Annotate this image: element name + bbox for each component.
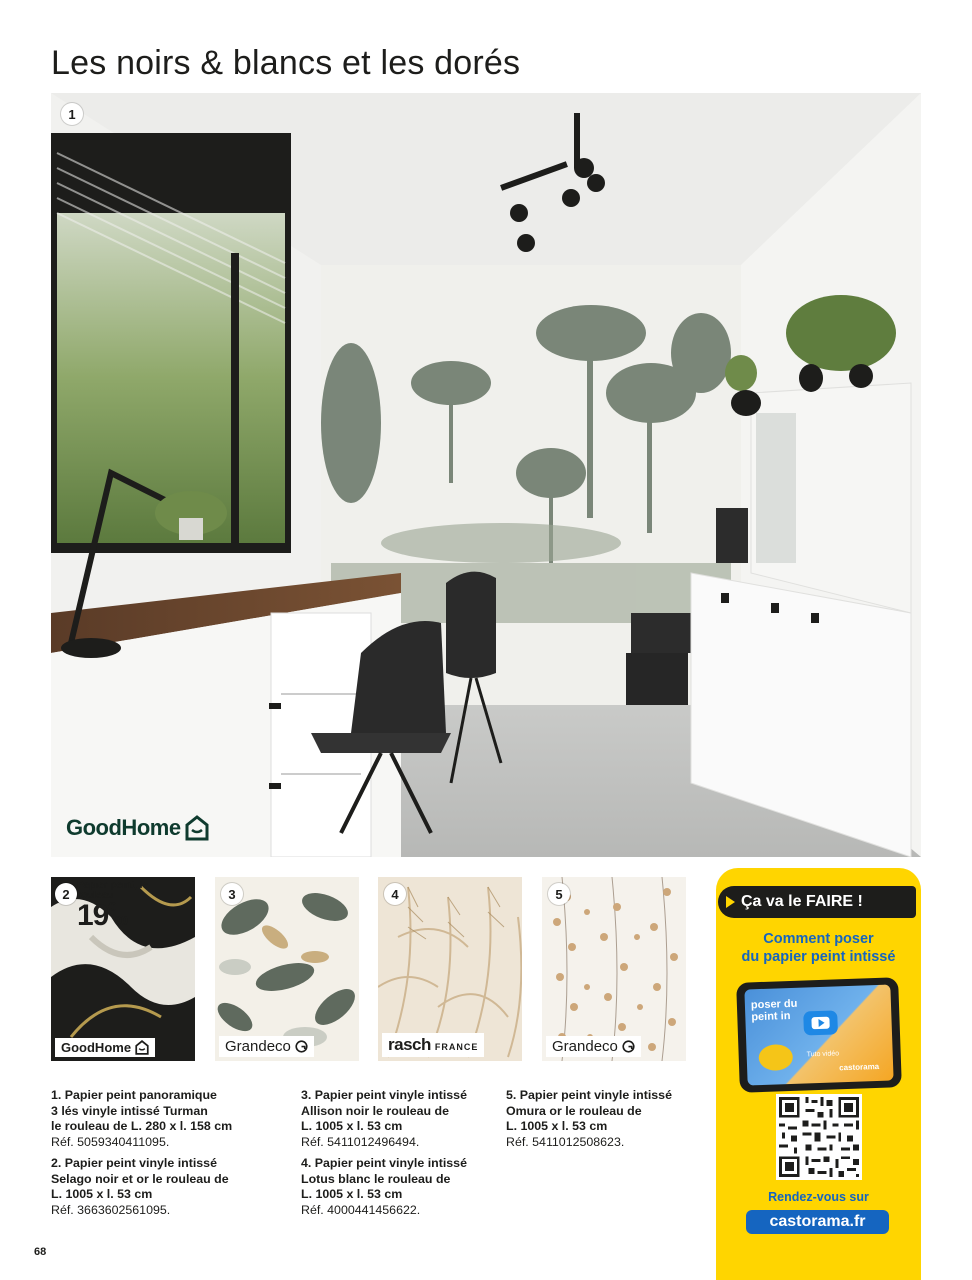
page-number: 68 [34,1246,47,1258]
caption-ref: Réf. 5411012496494. [301,1134,420,1149]
price-label: Papier peint, le rouleau [77,880,149,901]
qr-code-icon [776,1094,862,1180]
caption-ref: Réf. 5411012508623. [506,1134,625,1149]
castorama-site-link[interactable]: castorama.fr [746,1210,889,1234]
caption-title-line: 3. Papier peint vinyle intissé [301,1088,467,1102]
caption-title-line: 2. Papier peint vinyle intissé [51,1156,217,1170]
rasch-brand-tag [382,1033,484,1057]
caption-title-line: L. 1005 x l. 53 cm [51,1187,153,1201]
price-currency: € [108,899,115,914]
goodhome-logo-text: GoodHome [66,815,181,840]
caption-title-line: 1. Papier peint panoramique [51,1088,217,1102]
promo-heading-line: du papier peint intissé [741,949,896,965]
caption-title-line: le rouleau de L. 280 x l. 158 cm [51,1119,233,1133]
promo-heading-line: Comment poser [763,931,874,947]
diy-video-promo [716,868,921,1280]
grandeco-brand-tag [546,1036,641,1057]
play-arrow-icon [726,896,735,908]
office-scene-illustration [51,93,921,857]
swatch-lotus [378,877,522,1061]
swatch-omura [542,877,686,1061]
caption-1 [51,1088,232,1150]
goodhome-brand-tag [55,1038,155,1057]
brand-suffix: FRANCE [434,1042,479,1052]
caption-title-line: Omura or le rouleau de [506,1103,642,1118]
tablet-screen [744,984,893,1085]
caption-title-line: Allison noir le rouleau de [301,1103,450,1118]
caption-4 [301,1156,467,1218]
page-title: Les noirs & blancs et les dorés [51,44,521,82]
tablet-brand: castorama [839,1061,880,1073]
hero-number-badge: 1 [61,103,83,125]
promo-footer-text: Rendez-vous sur [768,1190,869,1204]
qr-code[interactable] [776,1094,862,1180]
caption-title-line: Lotus blanc le rouleau de [301,1171,451,1186]
brand-name: GoodHome [61,1040,132,1055]
price-int: 19 [77,899,109,932]
caption-title-line: 3 lés vinyle intissé Turman [51,1103,208,1118]
brand-name: Grandeco [225,1038,291,1055]
youtube-play-icon[interactable] [803,1010,838,1035]
grandeco-g-icon [295,1040,308,1053]
house-icon [135,1040,149,1055]
brand-name: Grandeco [552,1038,618,1055]
tablet-video-thumbnail[interactable] [736,977,902,1093]
caption-title-line: L. 1005 x l. 53 cm [301,1119,403,1133]
price-tag [77,881,157,936]
ca-va-le-faire-badge [718,886,916,918]
caption-title-line: L. 1005 x l. 53 cm [506,1119,608,1133]
omura-pattern [542,877,686,1061]
caption-ref: Réf. 4000441456622. [301,1202,421,1217]
caption-3 [301,1088,467,1150]
grandeco-g-icon [622,1040,635,1053]
price-value [77,901,157,936]
bean-bag-icon [758,1044,793,1071]
tablet-text: peint in [751,1009,791,1024]
hero-photo [51,93,921,857]
caption-2 [51,1156,229,1218]
caption-ref: Réf. 5059340411095. [51,1134,170,1149]
swatch-number-badge: 3 [221,883,243,905]
swatch-number-badge: 4 [384,883,406,905]
swatch-selago [51,877,195,1061]
caption-ref: Réf. 3663602561095. [51,1202,171,1217]
caption-title-line: 4. Papier peint vinyle intissé [301,1156,467,1170]
swatch-number-badge: 5 [548,883,570,905]
caption-title-line: 5. Papier peint vinyle intissé [506,1088,672,1102]
tablet-video-label: Tuto vidéo [806,1050,840,1059]
caption-title-line: L. 1005 x l. 53 cm [301,1187,403,1201]
grandeco-brand-tag [219,1036,314,1057]
promo-heading [716,930,921,966]
goodhome-logo [66,815,209,841]
allison-pattern [215,877,359,1061]
brand-name: rasch [388,1035,431,1054]
swatch-number-badge: 2 [55,883,77,905]
swatch-allison [215,877,359,1061]
tablet-text: poser du [750,997,798,1012]
price-cents: 90 [114,913,128,928]
caption-title-line: Selago noir et or le rouleau de [51,1171,229,1186]
promo-badge-text: Ça va le FAIRE ! [741,893,863,910]
caption-5 [506,1088,672,1150]
house-icon [185,815,209,841]
